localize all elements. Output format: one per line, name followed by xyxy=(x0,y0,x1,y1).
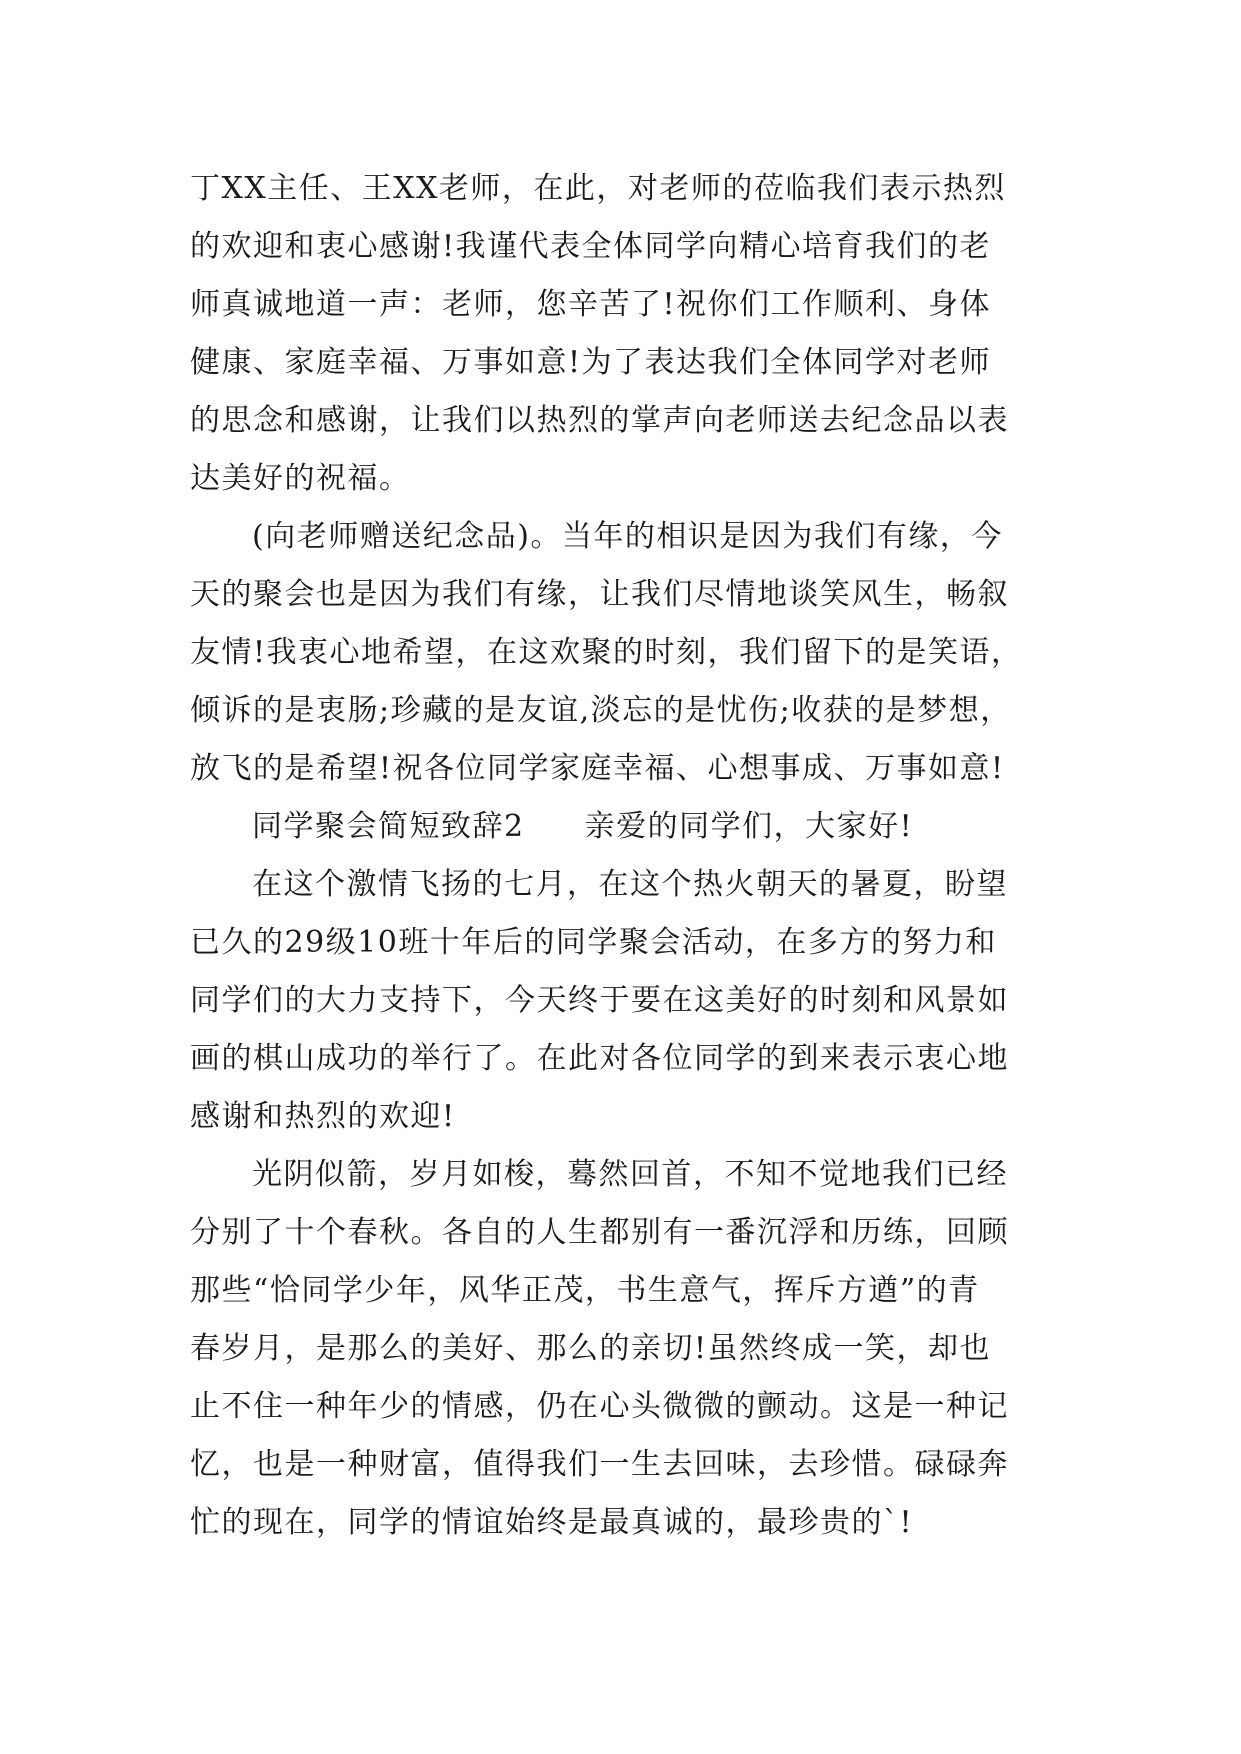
text-line: 放飞的是希望!祝各位同学家庭幸福、心想事成、万事如意! xyxy=(190,751,1005,786)
text-line: 已久的29级10班十年后的同学聚会活动，在多方的努力和 xyxy=(190,925,997,960)
text-line: 丁XX主任、王XX老师，在此，对老师的莅临我们表示热烈 xyxy=(190,171,1006,206)
document-body xyxy=(190,160,1070,1552)
text-line: (向老师赠送纪念品)。当年的相识是因为我们有缘，今 xyxy=(252,519,1003,554)
text-line: 友情!我衷心地希望，在这欢聚的时刻，我们留下的是笑语， xyxy=(190,635,1023,670)
text-line: 分别了十个春秋。各自的人生都别有一番沉浮和历练，回顾 xyxy=(190,1215,1009,1250)
text-line: 感谢和热烈的欢迎! xyxy=(190,1099,456,1134)
text-line: 那些“恰同学少年，风华正茂，书生意气，挥斥方遒”的青 xyxy=(190,1273,980,1308)
text-line: 达美好的祝福。 xyxy=(190,461,411,496)
greeting: 亲爱的同学们，大家好! xyxy=(584,809,914,844)
text-line: 同学们的大力支持下，今天终于要在这美好的时刻和风景如 xyxy=(190,983,1009,1018)
text-line: 在这个激情飞扬的七月，在这个热火朝天的暑夏，盼望 xyxy=(252,867,1008,902)
text-line: 的欢迎和衷心感谢!我谨代表全体同学向精心培育我们的老 xyxy=(190,229,992,264)
text-line: 光阴似箭，岁月如梭，蓦然回首，不知不觉地我们已经 xyxy=(252,1157,1008,1192)
text-line: 的思念和感谢，让我们以热烈的掌声向老师送去纪念品以表 xyxy=(190,403,1009,438)
text-line: 画的棋山成功的举行了。在此对各位同学的到来表示衷心地 xyxy=(190,1041,1009,1076)
text-line: 忙的现在，同学的情谊始终是最真诚的，最珍贵的`! xyxy=(190,1505,914,1540)
text-line: 天的聚会也是因为我们有缘，让我们尽情地谈笑风生，畅叙 xyxy=(190,577,1009,612)
text-line: 忆，也是一种财富，值得我们一生去回味，去珍惜。碌碌奔 xyxy=(190,1447,1009,1482)
text-line: 倾诉的是衷肠;珍藏的是友谊,淡忘的是忧伤;收获的是梦想， xyxy=(190,693,1012,728)
text-line: 师真诚地道一声：老师，您辛苦了!祝你们工作顺利、身体 xyxy=(190,287,992,322)
text-line: 健康、家庭幸福、万事如意!为了表达我们全体同学对老师 xyxy=(190,345,992,380)
section-heading: 同学聚会简短致辞2 xyxy=(252,809,525,844)
text-line: 春岁月，是那么的美好、那么的亲切!虽然终成一笑，却也 xyxy=(190,1331,992,1366)
text-line: 止不住一种年少的情感，仍在心头微微的颤动。这是一种记 xyxy=(190,1389,1009,1424)
heading-line xyxy=(190,798,1070,856)
